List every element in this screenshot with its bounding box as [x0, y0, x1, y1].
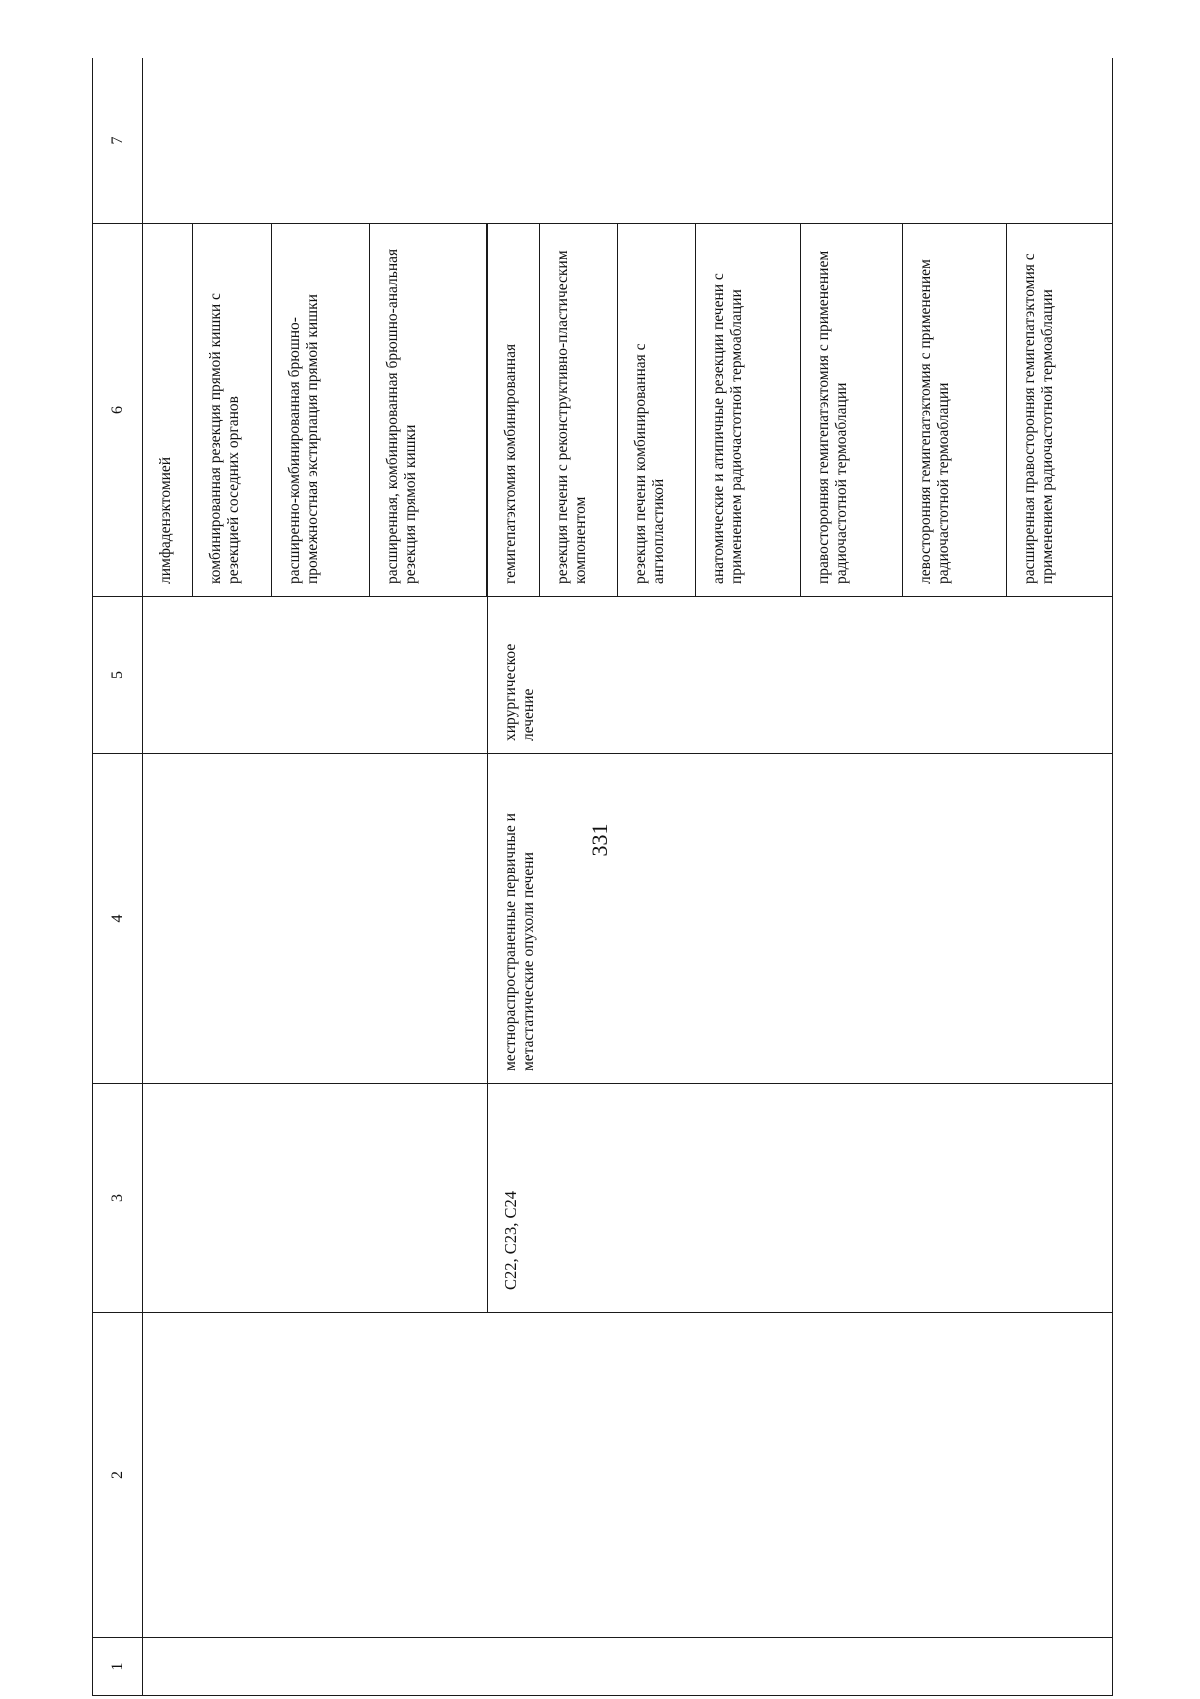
column-header-5: 5	[93, 597, 143, 754]
cell-col7	[143, 58, 1113, 224]
column-number-row	[93, 58, 143, 1696]
cell-col1	[143, 1638, 1113, 1696]
cell-col3-continued	[143, 1084, 488, 1313]
procedure-cell: анатомические и атипичные резекции печени с применением радиочастотной термоаблации	[696, 224, 800, 597]
procedure-cell: резекция печени комбинированная с ангиопластикой	[618, 224, 696, 597]
page-number: 331	[587, 823, 612, 857]
procedure-cell: лимфаденэктомией	[143, 224, 193, 597]
column-header-6: 6	[93, 224, 143, 597]
procedure-cell: левосторонняя гемигепатэктомия с применением радиочастотной термоаблации	[902, 224, 1006, 597]
column-header-1: 1	[93, 1638, 143, 1696]
table-row	[143, 58, 193, 1696]
icd-codes-cell: С22, С23, С24	[488, 1084, 1113, 1313]
procedure-cell: расширенная, комбинированная брюшно-анальная резекция прямой кишки	[370, 224, 487, 597]
procedure-cell: резекция печени с реконструктивно-пластическим компонентом	[540, 224, 618, 597]
diagnosis-cell: местнораспространенные первичные и метастатические опухоли печени	[488, 754, 1113, 1084]
column-header-7: 7	[93, 58, 143, 224]
procedure-cell: расширенная правосторонняя гемигепатэктомия с применением радиочастотной термоаблации	[1007, 224, 1113, 597]
table-frame	[92, 58, 1113, 1696]
cell-col2	[143, 1313, 1113, 1638]
column-header-3: 3	[93, 1084, 143, 1313]
procedure-cell: гемигепатэктомия комбинированная	[488, 224, 540, 597]
procedure-cell: расширенно-комбинированная брюшно-промежностная экстирпация прямой кишки	[272, 224, 370, 597]
column-header-4: 4	[93, 754, 143, 1084]
cell-col4-continued	[143, 754, 488, 1084]
procedure-cell: комбинированная резекция прямой кишки с резекцией соседних органов	[193, 224, 272, 597]
treatment-type-cell: хирургическое лечение	[488, 597, 1113, 754]
cell-col5-continued	[143, 597, 488, 754]
procedure-cell: правосторонняя гемигепатэктомия с применением радиочастотной термоаблации	[800, 224, 902, 597]
services-table	[92, 58, 1113, 1696]
column-header-2: 2	[93, 1313, 143, 1638]
